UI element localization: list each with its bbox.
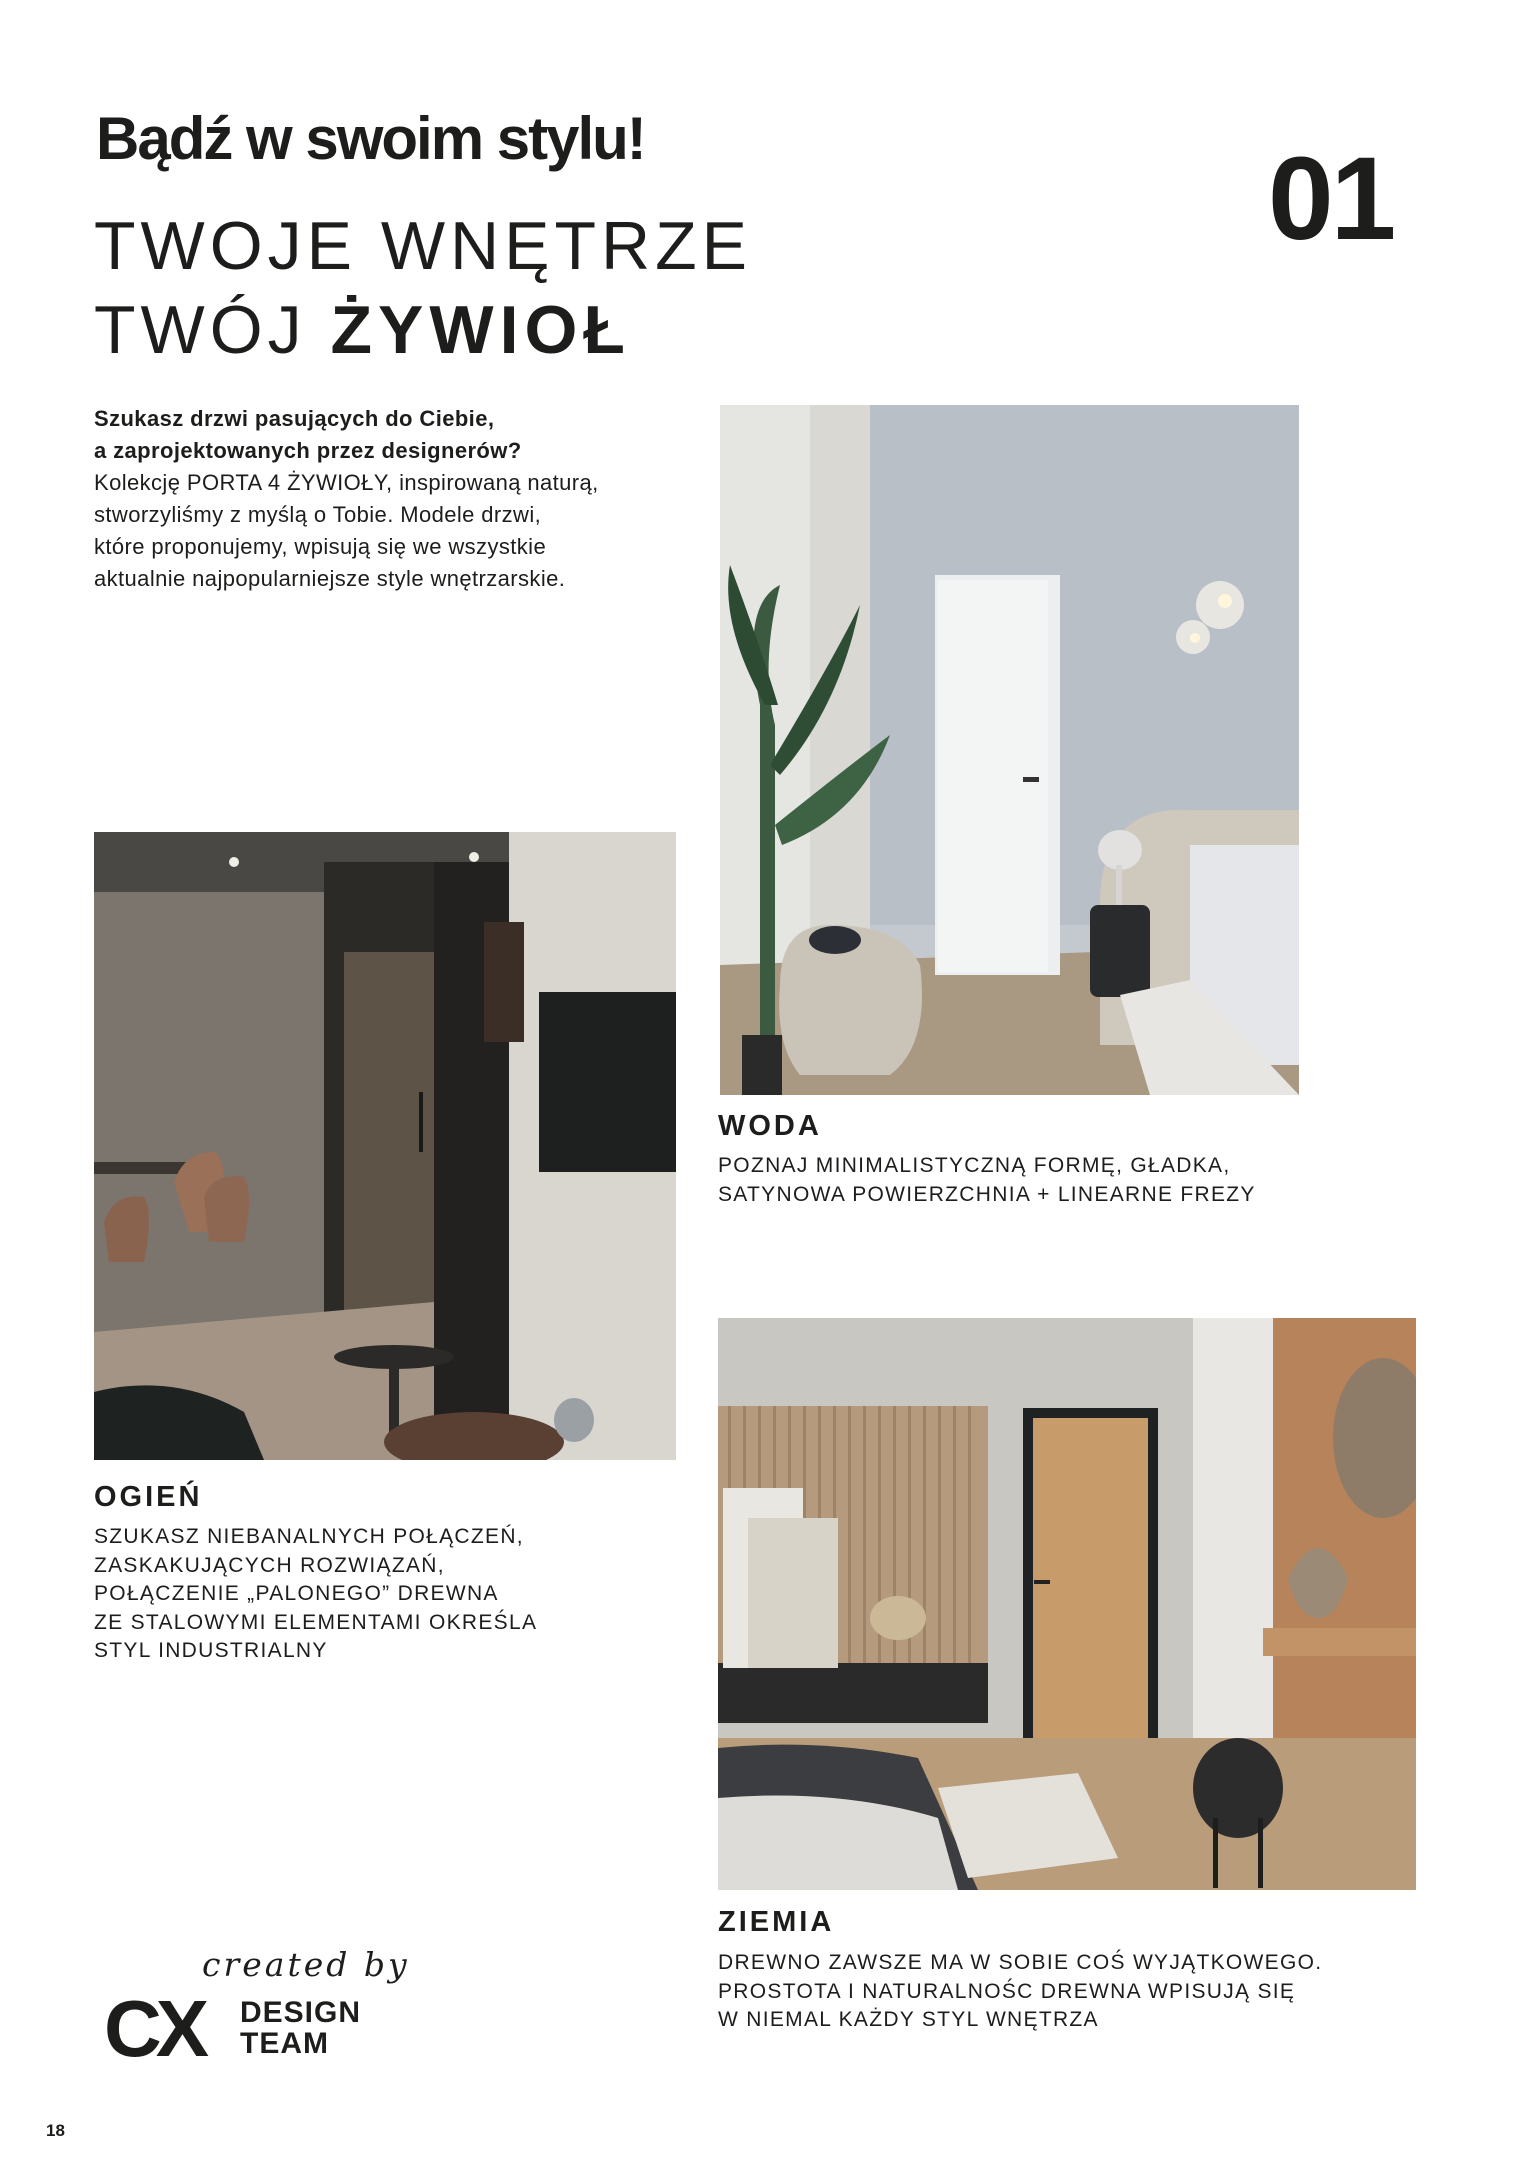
woda-line: POZNAJ MINIMALISTYCZNĄ FORMĘ, GŁADKA, <box>718 1154 1231 1177</box>
ogien-line: ZASKAKUJĄCYCH ROZWIĄZAŃ, <box>94 1553 445 1577</box>
tagline: Bądź w swoim stylu! <box>96 105 645 172</box>
ogien-line: POŁĄCZENIE „PALONEGO” DREWNA <box>94 1582 499 1605</box>
intro-line: stworzyliśmy z myślą o Tobie. Modele drzwi, <box>94 502 542 527</box>
ogien-title: OGIEŃ <box>94 1481 203 1513</box>
intro-line: aktualnie najpopularniejsze style wnętrzarskie. <box>94 566 566 591</box>
logo-team: TEAM <box>240 2027 329 2060</box>
headline-regular: TWÓJ <box>94 292 331 368</box>
woda-line: SATYNOWA POWIERZCHNIA + LINEARNE FREZY <box>718 1182 1256 1206</box>
section-number: 01 <box>1268 133 1394 265</box>
page-number: 18 <box>46 2121 65 2140</box>
intro-line: Kolekcję PORTA 4 ŻYWIOŁY, inspirowaną naturą, <box>94 470 599 495</box>
ogien-line: SZUKASZ NIEBANALNYCH POŁĄCZEŃ, <box>94 1525 524 1548</box>
intro-bold-line: Szukasz drzwi pasujących do Ciebie, <box>94 406 495 431</box>
ogien-line: STYL INDUSTRIALNY <box>94 1639 328 1662</box>
ziemia-title: ZIEMIA <box>718 1906 835 1938</box>
logo-wordmark <box>240 1997 361 2059</box>
intro-bold-line: a zaprojektowanych przez designerów? <box>94 438 522 463</box>
logo-design: DESIGN <box>240 1996 362 2029</box>
woda-description <box>718 1152 1256 1209</box>
woda-title: WODA <box>718 1110 822 1142</box>
ogien-description <box>94 1523 537 1666</box>
headline-bold: ŻYWIOŁ <box>330 292 631 368</box>
headline <box>94 204 752 372</box>
ziemia-description <box>718 1949 1322 2035</box>
headline-line-1: TWOJE WNĘTRZE <box>94 208 753 284</box>
woda-photo <box>720 405 1299 1095</box>
ziemia-line: PROSTOTA I NATURALNOŚC DREWNA WPISUJĄ SIĘ <box>718 1979 1296 2003</box>
headline-line-2 <box>94 288 752 372</box>
intro-line: które proponujemy, wpisują się we wszystkie <box>94 534 547 559</box>
ogien-line: ZE STALOWYMI ELEMENTAMI OKREŚLA <box>94 1610 538 1634</box>
ziemia-line: DREWNO ZAWSZE MA W SOBIE COŚ WYJĄTKOWEGO. <box>718 1951 1323 1974</box>
ziemia-photo <box>718 1318 1416 1890</box>
ogien-photo <box>94 832 676 1460</box>
cx-design-team-logo <box>104 1945 410 2073</box>
logo-created-by: created by <box>202 1945 410 1984</box>
intro-paragraph <box>94 403 654 595</box>
ziemia-line: W NIEMAL KAŻDY STYL WNĘTRZA <box>718 2008 1099 2031</box>
logo-cx-mark: CX <box>104 1984 204 2073</box>
